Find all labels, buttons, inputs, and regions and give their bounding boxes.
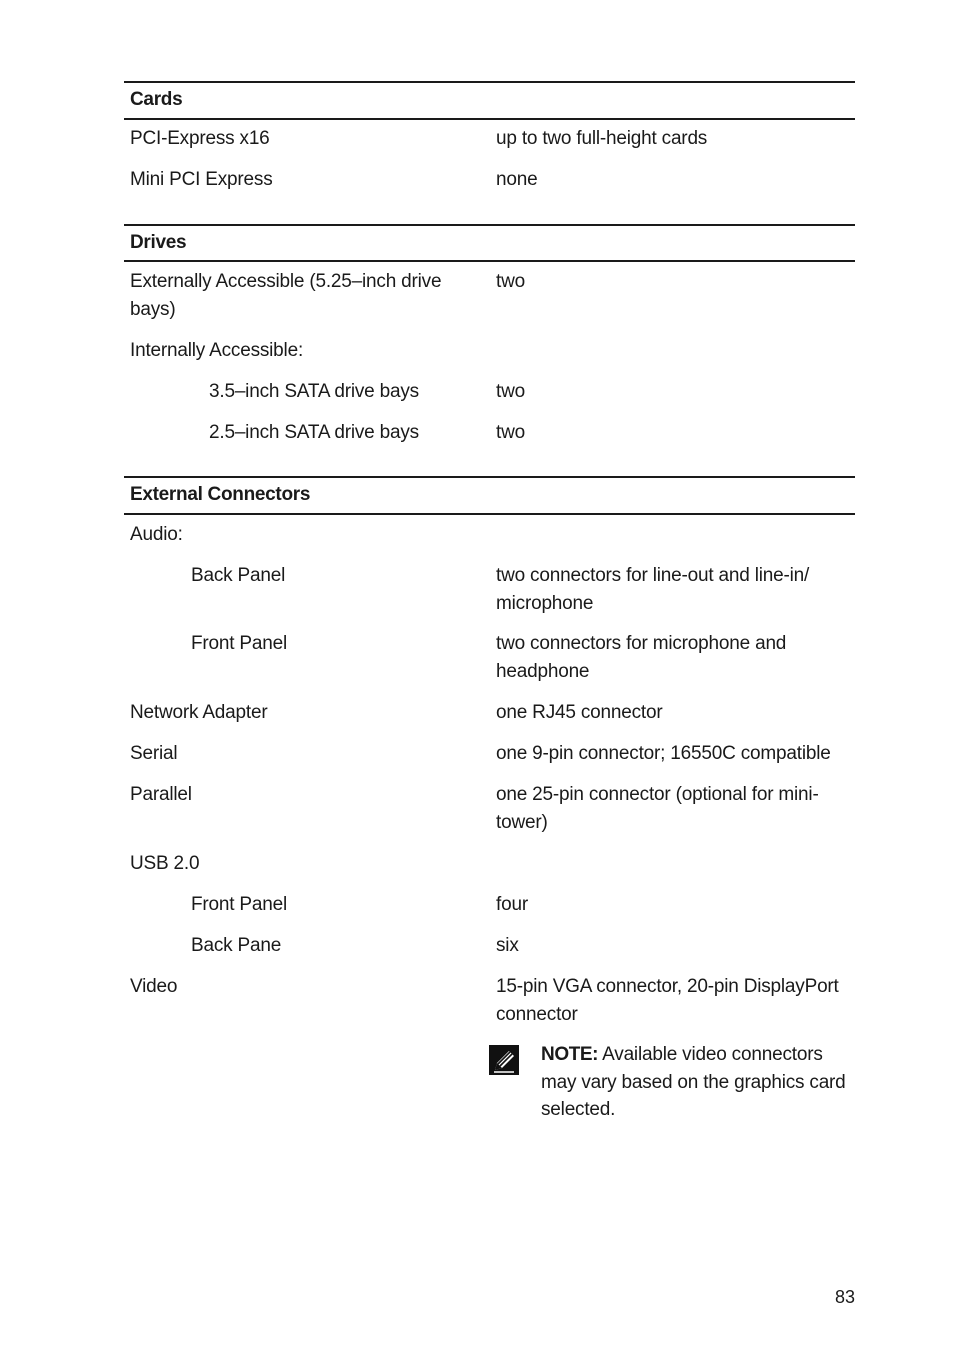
spec-value: one 25-pin connector (optional for mini-tower)	[496, 784, 819, 833]
spec-value: two	[496, 422, 525, 443]
section-top-rule	[124, 476, 855, 478]
section-top-rule	[124, 81, 855, 83]
spec-sublabel: 2.5–inch SATA drive bays	[209, 422, 419, 443]
spec-value: one 9-pin connector; 16550C compatible	[496, 743, 831, 764]
spec-value: six	[496, 935, 519, 956]
spec-sublabel: Front Panel	[191, 633, 288, 654]
note-prefix: NOTE:	[541, 1044, 599, 1065]
spec-label: Serial	[130, 743, 178, 764]
spec-value: two	[496, 381, 525, 402]
section-heading-drives: Drives	[130, 232, 187, 253]
note-body: Available video connectors may vary based on the graphics card selected.	[541, 1044, 846, 1120]
spec-label: Externally Accessible (5.25–inch drive bays)	[130, 271, 442, 320]
section-heading-external-connectors: External Connectors	[130, 484, 311, 505]
pencil-note-icon	[489, 1045, 519, 1075]
spec-label: Network Adapter	[130, 702, 268, 723]
section-top-rule	[124, 224, 855, 226]
spec-label: PCI-Express x16	[130, 128, 270, 149]
spec-value: two connectors for line-out and line-in/ microphone	[496, 565, 810, 614]
spec-sublabel: Back Pane	[191, 935, 282, 956]
spec-value: up to two full-height cards	[496, 128, 708, 149]
spec-group-label: Audio:	[130, 524, 183, 545]
spec-label: Video	[130, 976, 178, 997]
spec-value: none	[496, 169, 538, 190]
section-heading-cards: Cards	[130, 89, 183, 110]
spec-label: Parallel	[130, 784, 192, 805]
spec-group-label: USB 2.0	[130, 853, 200, 874]
spec-sublabel: 3.5–inch SATA drive bays	[209, 381, 419, 402]
spec-value: four	[496, 894, 528, 915]
spec-value: 15-pin VGA connector, 20-pin DisplayPort connector	[496, 976, 839, 1025]
spec-value: two connectors for microphone and headphone	[496, 633, 787, 682]
spec-sublabel: Back Panel	[191, 565, 286, 586]
spec-label: Mini PCI Express	[130, 169, 273, 190]
spec-sublabel: Front Panel	[191, 894, 288, 915]
section-header-rule	[124, 260, 855, 262]
section-header-rule	[124, 513, 855, 515]
spec-value: one RJ45 connector	[496, 702, 663, 723]
spec-group-label: Internally Accessible:	[130, 340, 304, 361]
section-header-rule	[124, 118, 855, 120]
spec-value: two	[496, 271, 525, 292]
page-number: 83	[834, 1287, 855, 1307]
note-text	[541, 1041, 853, 1124]
